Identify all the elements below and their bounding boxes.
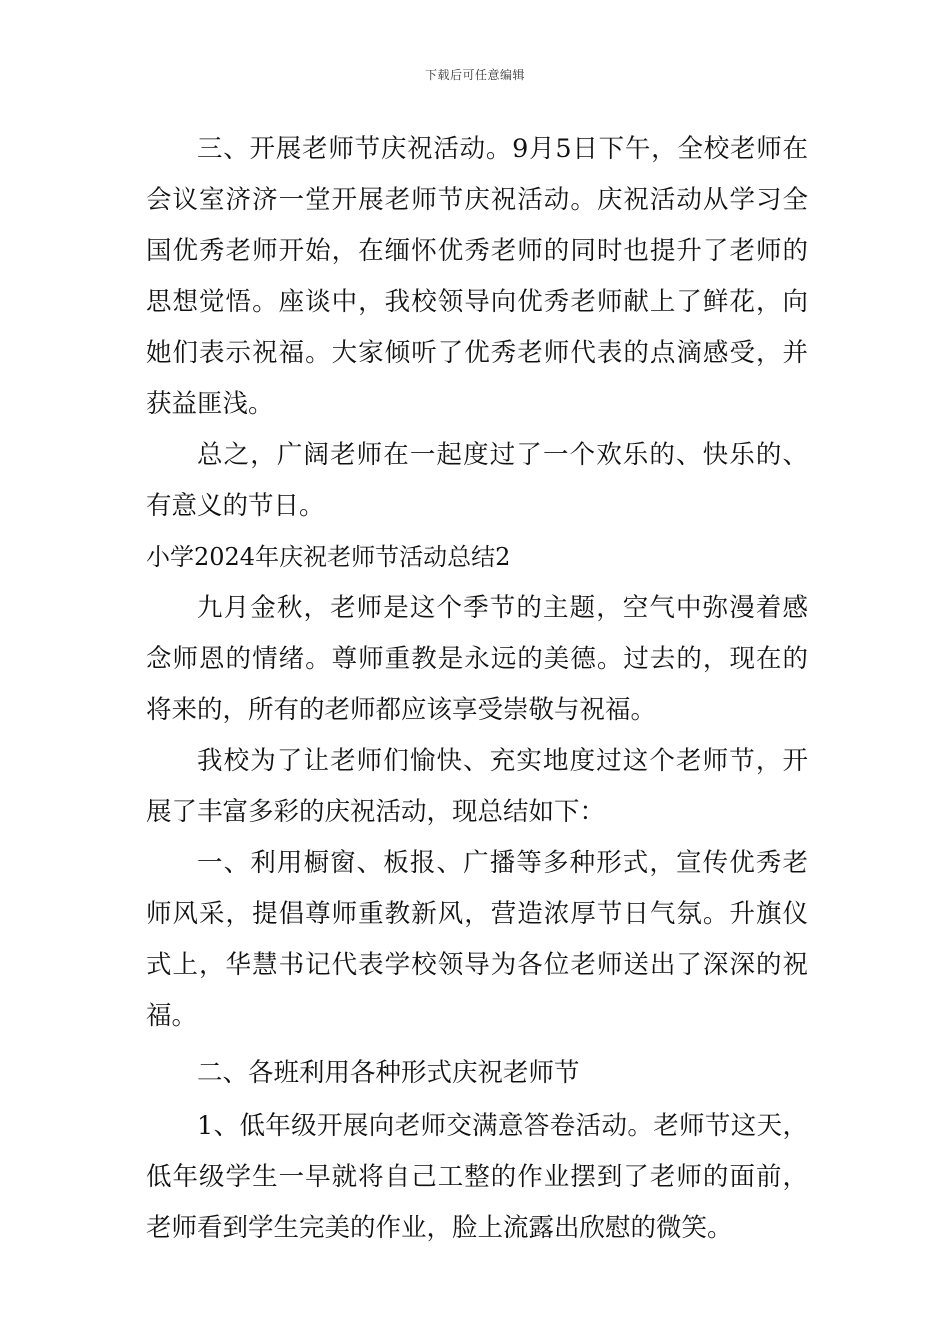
paragraph-conclusion: 总之，广阔老师在一起度过了一个欢乐的、快乐的、有意义的节日。 [146, 440, 808, 521]
paragraph-activity-3: 三、开展老师节庆祝活动。9月5日下午，全校老师在会议室济济一堂开展老师节庆祝活动。庆祝活动从学习全国优秀老师开始，在缅怀优秀老师的同时也提升了老师的思想觉悟。座谈中，我校领导向优秀老师献上了鲜花，向她们表示祝福。大家倾听了优秀老师代表的点滴感受，并获益匪浅。 [146, 134, 808, 419]
paragraph-item-2-heading: 二、各班利用各种形式庆祝老师节 [197, 1058, 580, 1088]
paragraph-item-1: 一、利用橱窗、板报、广播等多种形式，宣传优秀老师风采，提倡尊师重教新风，营造浓厚节日气氛。升旗仪式上，华慧书记代表学校领导为各位老师送出了深深的祝福。 [146, 848, 808, 1031]
page-header-note: 下载后可任意编辑 [424, 68, 525, 82]
paragraph-item-2-1: 1、低年级开展向老师交满意答卷活动。老师节这天，低年级学生一早就将自己工整的作业摆到了老师的面前，老师看到学生完美的作业，脸上流露出欣慰的微笑。 [146, 1111, 808, 1243]
section-title-2: 小学2024年庆祝老师节活动总结2 [146, 543, 511, 571]
document-body [146, 124, 808, 1254]
paragraph-intro: 九月金秋，老师是这个季节的主题，空气中弥漫着感念师恩的情绪。尊师重教是永远的美德。过去的，现在的将来的，所有的老师都应该享受崇敬与祝福。 [146, 593, 808, 725]
paragraph-overview: 我校为了让老师们愉快、充实地度过这个老师节，开展了丰富多彩的庆祝活动，现总结如下： [146, 746, 808, 827]
